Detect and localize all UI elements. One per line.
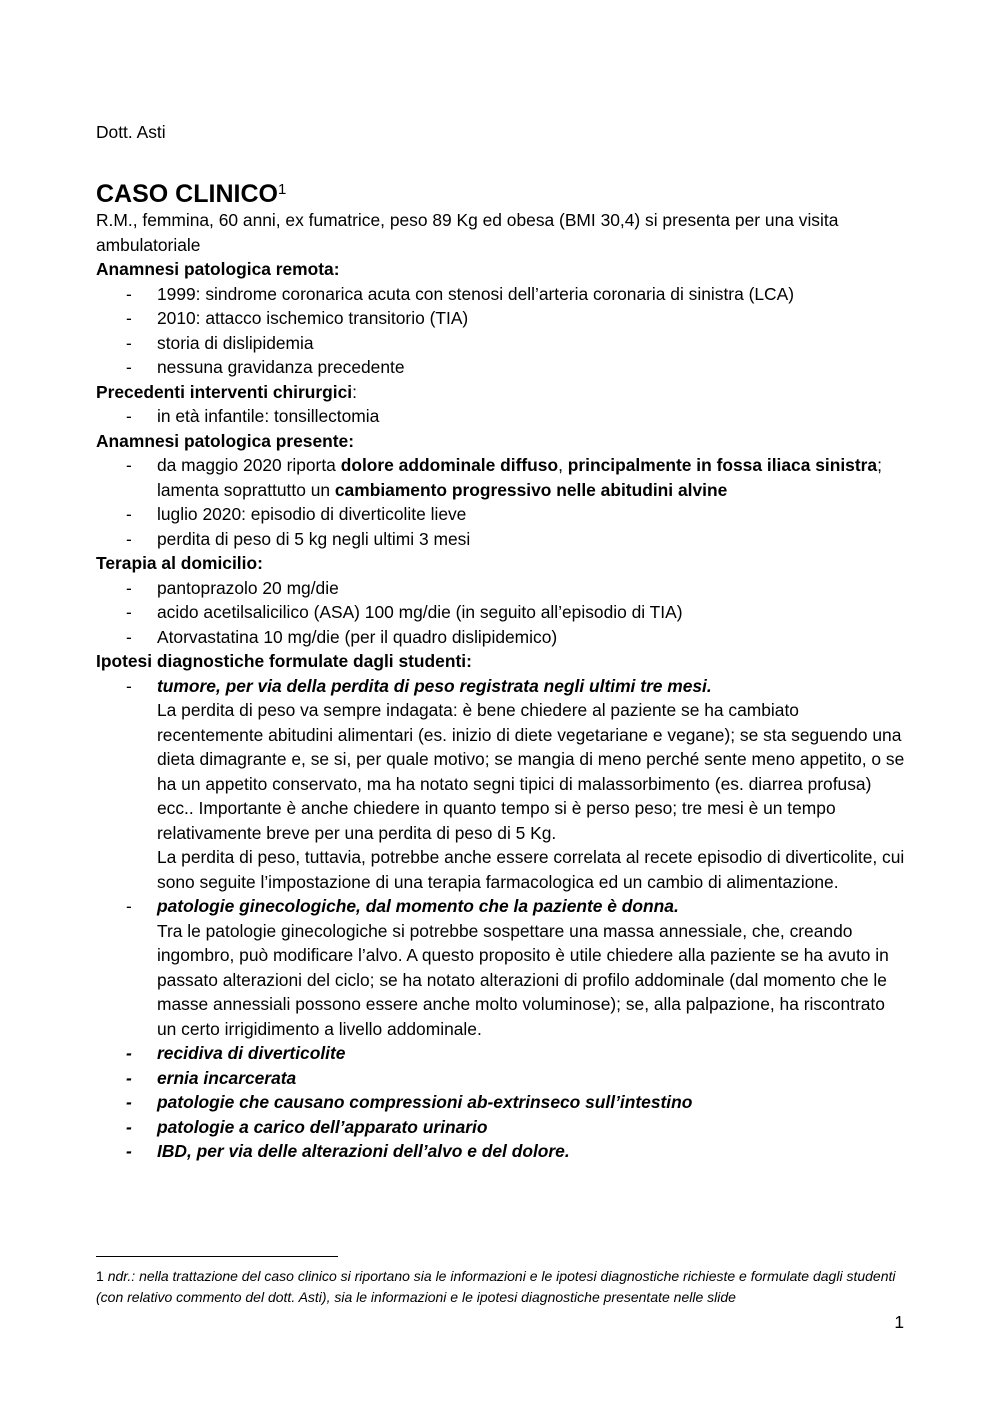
footnote-separator: [96, 1256, 338, 1257]
author-line: Dott. Asti: [96, 122, 166, 142]
footnote-label: ndr.:: [107, 1268, 136, 1284]
section-heading-remota: Anamnesi patologica remota:: [96, 259, 340, 279]
section-heading-presente: Anamnesi patologica presente:: [96, 430, 355, 451]
document-body: [96, 208, 908, 1164]
list-item: - ernia incarcerata: [96, 1066, 908, 1091]
list-item: [96, 674, 908, 895]
footnote-ref: 1: [277, 181, 287, 198]
heading-text: Precedenti interventi chirurgici: [96, 381, 353, 402]
bold-run: cambiamento progressivo nelle abitudini alvine: [334, 479, 728, 500]
list-item: - IBD, per via delle alterazioni dell’alvo e del dolore.: [96, 1139, 908, 1164]
list-item: [96, 453, 908, 502]
footnote: [96, 1266, 908, 1308]
page-number: 1: [894, 1312, 904, 1332]
list-item: - perdita di peso di 5 kg negli ultimi 3 mesi: [96, 527, 908, 552]
hypothesis-comment: Tra le patologie ginecologiche si potrebbe sospettare una massa annessiale, che, creando ingombro, può modificare l’alvo. A questo proposito è utile chiedere alla paziente se ha avuto in passato alterazioni del ciclo; se ha notato alterazioni di profilo addominale (dal momento che le masse annessiali possono essere anche molto voluminose); se, alla palpazione, ha riscontrato un certo irrigidimento a livello addominale.: [157, 920, 889, 1039]
list-terapia: [96, 576, 908, 650]
heading-suffix: :: [352, 381, 357, 402]
list-item: - recidiva di diverticolite: [96, 1041, 908, 1066]
list-ipotesi: [96, 674, 908, 1164]
text-run: ; lamenta soprattutto un: [157, 455, 882, 500]
hypothesis-title: - tumore, per via della perdita di peso registrata negli ultimi tre mesi.: [157, 675, 712, 696]
list-remota: [96, 282, 908, 380]
text-run: ,: [558, 455, 568, 475]
list-item: [96, 894, 908, 1041]
footnote-number: 1: [96, 1268, 104, 1284]
footnote-text: nella trattazione del caso clinico si riportano sia le informazioni e le ipotesi diagnostiche richieste e formulate dagli studenti (con relativo commento del dott. Asti), sia le informazioni e le ipotesi diagnostiche presentate nelle slide: [96, 1268, 896, 1305]
list-presente: [96, 453, 908, 551]
title-text: CASO CLINICO: [96, 180, 278, 208]
list-item: - Atorvastatina 10 mg/die (per il quadro dislipidemico): [96, 625, 908, 650]
list-item: - acido acetilsalicilico (ASA) 100 mg/die (in seguito all’episodio di TIA): [96, 600, 908, 625]
list-item: - 1999: sindrome coronarica acuta con stenosi dell’arteria coronaria di sinistra (LCA): [96, 282, 908, 307]
section-heading-chirurgici: [96, 380, 908, 405]
list-chirurgici: [96, 404, 908, 429]
document-title: [96, 172, 286, 212]
list-item: - in età infantile: tonsillectomia: [96, 404, 908, 429]
list-item: - patologie a carico dell’apparato urinario: [96, 1115, 908, 1140]
list-item: - patologie che causano compressioni ab-extrinseco sull’intestino: [96, 1090, 908, 1115]
list-item: - 2010: attacco ischemico transitorio (TIA): [96, 306, 908, 331]
list-item: - nessuna gravidanza precedente: [96, 355, 908, 380]
text-run: da maggio 2020 riporta: [157, 455, 341, 475]
section-heading-terapia: Terapia al domicilio:: [96, 553, 263, 573]
intro-paragraph: R.M., femmina, 60 anni, ex fumatrice, peso 89 Kg ed obesa (BMI 30,4) si presenta per una visita ambulatoriale: [96, 210, 839, 255]
list-item: - luglio 2020: episodio di diverticolite lieve: [96, 502, 908, 527]
bold-run: principalmente in fossa iliaca sinistra: [567, 455, 878, 475]
section-heading-ipotesi: Ipotesi diagnostiche formulate dagli studenti:: [96, 651, 472, 671]
bold-run: dolore addominale diffuso: [340, 455, 559, 475]
hypothesis-comment: La perdita di peso, tuttavia, potrebbe anche essere correlata al recete episodio di diverticolite, cui sono seguite l’impostazione di una terapia farmacologica ed un cambio di alimentazione.: [157, 847, 905, 892]
list-item: - pantoprazolo 20 mg/die: [96, 576, 908, 601]
list-item: - storia di dislipidemia: [96, 331, 908, 356]
hypothesis-comment: La perdita di peso va sempre indagata: è bene chiedere al paziente se ha cambiato recentemente abitudini alimentari (es. inizio di diete vegetariane e vegane); se sta seguendo una dieta dimagrante e, se si, per quale motivo; se mangia di meno perché sente meno appetito, o se ha un appetito conservato, ma ha notato segni tipici di malassorbimento (es. diarrea profusa) ecc.. Importante è anche chiedere in quanto tempo si è perso peso; tre mesi è un tempo relativamente breve per una perdita di peso di 5 Kg.: [157, 700, 905, 843]
hypothesis-title: - patologie ginecologiche, dal momento che la paziente è donna.: [157, 896, 679, 916]
